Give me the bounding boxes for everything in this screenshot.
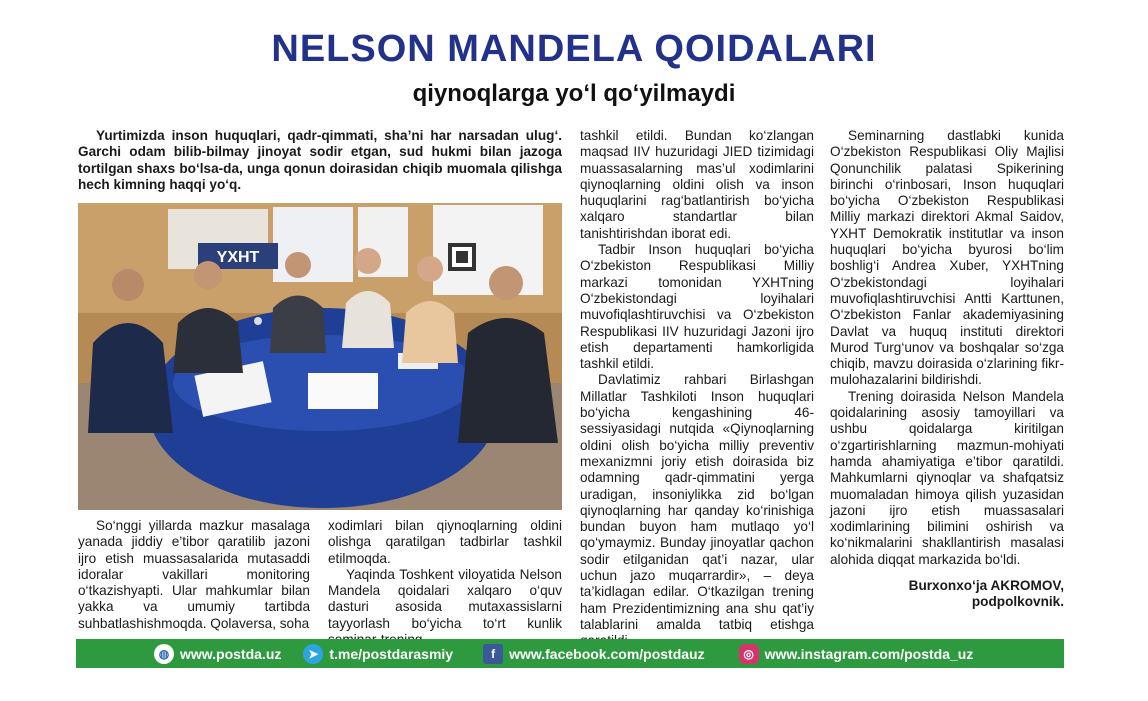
author-name: Burxonxo‘ja AKROMOV, (908, 578, 1064, 594)
photo-banner-text: YXHT (216, 249, 260, 266)
globe-icon: ◍ (154, 644, 174, 664)
footer-facebook-link[interactable] (483, 644, 705, 664)
paragraph: Tadbir Inson huquqlari bo‘yicha O‘zbekiston Respublikasi Milliy markazi tomonidan YXHTning O‘zbekistondagi loyihalari muvofiqlashtiruvchisi va O‘zbekiston Respublikasi IIV huzuridagi Jazoni ijro etish departamenti hamkorligida tashkil etildi. (580, 242, 814, 372)
facebook-icon: f (483, 644, 503, 664)
footer-telegram-link[interactable] (303, 644, 453, 664)
paragraph: xodimlari bilan qiynoqlarning oldini olishga qaratilgan tadbirlar tashkil etilmoqda. (328, 518, 562, 566)
paragraph: Davlatimiz rahbari Birlashgan Millatlar Tashkiloti Inson huquqlari bo‘yicha kengashining 46-sessiyasidagi nutqida «Qiynoqlarning oldini olish bo‘yicha milliy preventiv mexanizmni joriy etish doirasida biz odamning qadr-qimmatini yerga uradigan, insoniylikka zid bo‘lgan qiynoqlarning har qanday ko‘rinishiga bundan buyon ham mutlaqo yo‘l qo‘ymaymiz. Bunday jinoyatlar qachon sodir etilganidan qat’i nazar, ular uchun jazo muqarrardir», – deya ta’kidlagan edilar. O‘tkazilgan trening ham Prezidentimizning ana shu qat’iy talablarini amalda tatbiq etishga (580, 372, 814, 632)
subheadline: qiynoqlarga yo‘l qo‘yilmaydi (412, 80, 736, 107)
column-1 (78, 518, 310, 632)
column-4 (830, 128, 1064, 611)
lead-paragraph: Yurtimizda inson huquqlari, qadr-qimmati, sha’ni har narsadan ulug‘. Garchi odam bilib-bilmay jinoyat sodir etgan, sud hukmi bilan jazoga tortilgan shaxs bo‘lsa-da, unga qonun doirasidan chiqib muomala qilishga hech kimning haqqi yo‘q. (78, 128, 562, 192)
column-2 (328, 518, 562, 648)
column-3 (580, 128, 814, 650)
article-photo (78, 203, 562, 510)
footer-website-link[interactable] (154, 644, 281, 664)
paragraph: So‘nggi yillarda mazkur masalaga yanada jiddiy e’tibor qaratilib jazoni ijro etish muassasalarida mutasaddi idoralar vakillari monitoring o‘tkazishyapti. Ular mahkumlar bilan yakka va umumiy tartibda suhbatlashishmoqda. Qolaversa, soha (78, 518, 310, 631)
instagram-label: www.instagram.com/postda_uz (764, 645, 974, 662)
headline: NELSON MANDELA QOIDALARI (271, 28, 877, 70)
telegram-label: t.me/postdarasmiy (329, 645, 454, 662)
instagram-icon: ◎ (739, 644, 759, 664)
footer-bar (76, 639, 1064, 668)
facebook-label: www.facebook.com/postdauz (509, 645, 705, 662)
lead-paragraph-block (78, 128, 562, 193)
footer-instagram-link[interactable] (739, 644, 974, 664)
paragraph: tashkil etildi. Bundan ko‘zlangan maqsad IIV huzuridagi JIED tizimidagi muassasalarning mas’ul xodimlarini qiynoqlarning oldini olish va inson huquqlarini rag‘batlantirish bo‘yicha xalqaro standartlar bilan tanishtirishdan iborat edi. (580, 128, 814, 241)
paragraph: Seminarning dastlabki kunida O‘zbekiston Respublikasi Oliy Majlisi Qonunchilik palatasi Spikerining birinchi o‘rinbosari, Inson huquqlari bo‘yicha O‘zbekiston Respublikasi Milliy markazi direktori Akmal Saidov, YXHT Demokratik institutlar va inson huquqlari bo‘yicha byurosi bo‘lim boshlig‘i Andrea Xuber, YXHTning O‘zbekistondagi loyihalari muvofiqlashtiruvchisi Antti Karttunen, O‘zbekiston Fanlar akademiyasining Davlat va huquq instituti direktori Murod Turg‘unov va boshqalar so‘zga chiqib, mavzu doirasida o‘zlarining fikr-mulohazalarini bildirishdi. (830, 128, 1064, 388)
paragraph: Yaqinda Toshkent viloyatida Nelson Mandela qoidalari xalqaro o‘quv dasturi asosida mutaxassislarni tayyorlash bo‘yicha to‘rt kunlik (328, 566, 562, 631)
author-rank: podpolkovnik. (971, 594, 1064, 610)
website-label: www.postda.uz (180, 645, 282, 662)
telegram-icon: ➤ (303, 644, 323, 664)
paragraph: Trening doirasida Nelson Mandela qoidalarining asosiy tamoyillari va ushbu qoidalarga kiritilgan o‘zgartirishlarning mazmun-mohiyati hamda ahamiyatiga e’tibor qaratildi. Mahkumlarni qiynoqlar va shafqatsiz muomaladan himoya qilish yuzasidan jazoni ijro etish muassasalari xodimlarining bilimini oshirish va ko‘nikmalarini shakllantirish masalasi alohida diqqat markazida bo‘ldi. (830, 388, 1064, 567)
